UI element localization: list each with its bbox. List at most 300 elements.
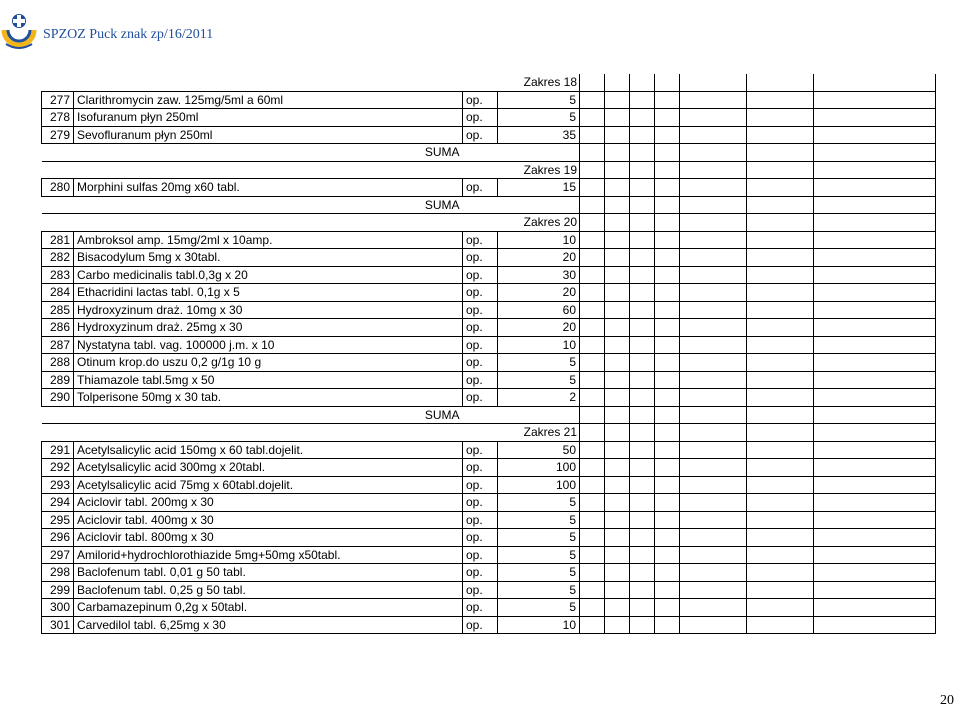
empty-cell xyxy=(605,424,630,442)
empty-cell xyxy=(630,389,655,407)
item-quantity: 60 xyxy=(498,301,580,319)
header-blank xyxy=(74,74,463,91)
empty-cell xyxy=(747,161,814,179)
item-number: 294 xyxy=(42,494,74,512)
empty-cell xyxy=(655,406,680,424)
empty-cell xyxy=(814,301,936,319)
empty-cell xyxy=(747,546,814,564)
order-table-body xyxy=(42,74,936,634)
suma-blank xyxy=(498,144,580,162)
empty-cell xyxy=(605,249,630,267)
empty-cell xyxy=(580,161,605,179)
empty-cell xyxy=(655,529,680,547)
table-row xyxy=(42,319,936,337)
empty-cell xyxy=(655,546,680,564)
empty-cell xyxy=(655,441,680,459)
empty-cell xyxy=(814,616,936,634)
header-blank xyxy=(74,214,463,232)
empty-cell xyxy=(814,179,936,197)
item-unit: op. xyxy=(463,91,498,109)
item-name: Baclofenum tabl. 0,25 g 50 tabl. xyxy=(74,581,463,599)
item-quantity: 35 xyxy=(498,126,580,144)
item-number: 291 xyxy=(42,441,74,459)
empty-cell xyxy=(814,91,936,109)
empty-cell xyxy=(630,161,655,179)
empty-cell xyxy=(680,109,747,127)
item-name: Bisacodylum 5mg x 30tabl. xyxy=(74,249,463,267)
item-unit: op. xyxy=(463,389,498,407)
empty-cell xyxy=(680,616,747,634)
item-number: 296 xyxy=(42,529,74,547)
item-number: 295 xyxy=(42,511,74,529)
item-number: 284 xyxy=(42,284,74,302)
empty-cell xyxy=(580,494,605,512)
empty-cell xyxy=(655,284,680,302)
empty-cell xyxy=(814,564,936,582)
empty-cell xyxy=(814,529,936,547)
empty-cell xyxy=(655,581,680,599)
item-quantity: 5 xyxy=(498,511,580,529)
empty-cell xyxy=(680,424,747,442)
empty-cell xyxy=(655,74,680,91)
empty-cell xyxy=(814,266,936,284)
table-row xyxy=(42,126,936,144)
item-name: Ethacridini lactas tabl. 0,1g x 5 xyxy=(74,284,463,302)
item-number: 290 xyxy=(42,389,74,407)
empty-cell xyxy=(605,599,630,617)
item-name: Clarithromycin zaw. 125mg/5ml a 60ml xyxy=(74,91,463,109)
item-number: 293 xyxy=(42,476,74,494)
empty-cell xyxy=(655,511,680,529)
empty-cell xyxy=(814,494,936,512)
empty-cell xyxy=(814,249,936,267)
item-number: 298 xyxy=(42,564,74,582)
header-blank xyxy=(74,161,463,179)
empty-cell xyxy=(814,109,936,127)
empty-cell xyxy=(605,354,630,372)
empty-cell xyxy=(630,336,655,354)
empty-cell xyxy=(580,109,605,127)
item-number: 286 xyxy=(42,319,74,337)
item-quantity: 5 xyxy=(498,109,580,127)
order-table-container xyxy=(41,74,935,634)
empty-cell xyxy=(814,214,936,232)
empty-cell xyxy=(655,196,680,214)
empty-cell xyxy=(655,424,680,442)
empty-cell xyxy=(680,284,747,302)
item-quantity: 20 xyxy=(498,284,580,302)
item-quantity: 15 xyxy=(498,179,580,197)
item-number: 280 xyxy=(42,179,74,197)
item-quantity: 5 xyxy=(498,354,580,372)
suma-label: SUMA xyxy=(74,144,463,162)
empty-cell xyxy=(747,441,814,459)
table-row xyxy=(42,231,936,249)
item-unit: op. xyxy=(463,616,498,634)
empty-cell xyxy=(655,616,680,634)
empty-cell xyxy=(630,74,655,91)
empty-cell xyxy=(680,581,747,599)
empty-cell xyxy=(655,301,680,319)
empty-cell xyxy=(655,214,680,232)
empty-cell xyxy=(630,319,655,337)
empty-cell xyxy=(630,214,655,232)
item-quantity: 5 xyxy=(498,581,580,599)
suma-row xyxy=(42,406,936,424)
empty-cell xyxy=(680,389,747,407)
item-number: 287 xyxy=(42,336,74,354)
table-row xyxy=(42,476,936,494)
zakres-title: Zakres 21 xyxy=(523,425,578,440)
suma-blank xyxy=(42,144,74,162)
item-unit: op. xyxy=(463,581,498,599)
empty-cell xyxy=(580,546,605,564)
suma-blank xyxy=(42,406,74,424)
empty-cell xyxy=(747,564,814,582)
item-quantity: 5 xyxy=(498,599,580,617)
table-row xyxy=(42,599,936,617)
item-quantity: 10 xyxy=(498,336,580,354)
item-number: 297 xyxy=(42,546,74,564)
item-quantity: 50 xyxy=(498,441,580,459)
empty-cell xyxy=(680,459,747,477)
empty-cell xyxy=(814,284,936,302)
empty-cell xyxy=(580,389,605,407)
empty-cell xyxy=(580,249,605,267)
empty-cell xyxy=(630,91,655,109)
item-name: Thiamazole tabl.5mg x 50 xyxy=(74,371,463,389)
header-blank xyxy=(42,161,74,179)
table-row xyxy=(42,494,936,512)
item-unit: op. xyxy=(463,354,498,372)
item-unit: op. xyxy=(463,441,498,459)
table-row xyxy=(42,91,936,109)
item-unit: op. xyxy=(463,249,498,267)
empty-cell xyxy=(630,249,655,267)
empty-cell xyxy=(605,441,630,459)
table-row xyxy=(42,581,936,599)
empty-cell xyxy=(630,494,655,512)
item-unit: op. xyxy=(463,511,498,529)
suma-row xyxy=(42,144,936,162)
empty-cell xyxy=(680,179,747,197)
empty-cell xyxy=(580,581,605,599)
empty-cell xyxy=(605,546,630,564)
empty-cell xyxy=(747,476,814,494)
empty-cell xyxy=(814,546,936,564)
empty-cell xyxy=(814,476,936,494)
empty-cell xyxy=(630,459,655,477)
empty-cell xyxy=(605,301,630,319)
empty-cell xyxy=(580,406,605,424)
empty-cell xyxy=(680,511,747,529)
zakres-header-row xyxy=(42,74,936,91)
empty-cell xyxy=(680,161,747,179)
empty-cell xyxy=(680,319,747,337)
item-number: 281 xyxy=(42,231,74,249)
empty-cell xyxy=(630,266,655,284)
empty-cell xyxy=(747,599,814,617)
empty-cell xyxy=(605,494,630,512)
empty-cell xyxy=(630,564,655,582)
empty-cell xyxy=(655,91,680,109)
empty-cell xyxy=(605,511,630,529)
item-quantity: 5 xyxy=(498,564,580,582)
item-number: 285 xyxy=(42,301,74,319)
suma-label: SUMA xyxy=(74,196,463,214)
empty-cell xyxy=(580,179,605,197)
header-blank xyxy=(42,214,74,232)
suma-blank xyxy=(498,196,580,214)
empty-cell xyxy=(605,91,630,109)
item-quantity: 100 xyxy=(498,459,580,477)
item-name: Aciclovir tabl. 200mg x 30 xyxy=(74,494,463,512)
empty-cell xyxy=(605,616,630,634)
empty-cell xyxy=(747,336,814,354)
empty-cell xyxy=(747,231,814,249)
empty-cell xyxy=(655,231,680,249)
empty-cell xyxy=(655,599,680,617)
item-name: Acetylsalicylic acid 300mg x 20tabl. xyxy=(74,459,463,477)
empty-cell xyxy=(580,354,605,372)
item-number: 279 xyxy=(42,126,74,144)
empty-cell xyxy=(580,476,605,494)
empty-cell xyxy=(580,126,605,144)
item-name: Acetylsalicylic acid 75mg x 60tabl.dojelit. xyxy=(74,476,463,494)
item-name: Otinum krop.do uszu 0,2 g/1g 10 g xyxy=(74,354,463,372)
empty-cell xyxy=(814,511,936,529)
suma-label: SUMA xyxy=(74,406,463,424)
zakres-title: Zakres 19 xyxy=(523,162,578,177)
item-quantity: 5 xyxy=(498,91,580,109)
empty-cell xyxy=(814,74,936,91)
table-row xyxy=(42,564,936,582)
empty-cell xyxy=(814,126,936,144)
empty-cell xyxy=(814,371,936,389)
item-unit: op. xyxy=(463,529,498,547)
empty-cell xyxy=(580,144,605,162)
empty-cell xyxy=(680,126,747,144)
empty-cell xyxy=(747,266,814,284)
empty-cell xyxy=(747,459,814,477)
item-unit: op. xyxy=(463,231,498,249)
empty-cell xyxy=(605,476,630,494)
empty-cell xyxy=(680,371,747,389)
empty-cell xyxy=(630,406,655,424)
empty-cell xyxy=(814,231,936,249)
empty-cell xyxy=(680,441,747,459)
suma-blank xyxy=(42,196,74,214)
empty-cell xyxy=(655,389,680,407)
item-unit: op. xyxy=(463,126,498,144)
empty-cell xyxy=(814,581,936,599)
suma-blank xyxy=(463,406,498,424)
empty-cell xyxy=(680,494,747,512)
empty-cell xyxy=(747,74,814,91)
table-row xyxy=(42,459,936,477)
empty-cell xyxy=(655,179,680,197)
empty-cell xyxy=(630,126,655,144)
suma-blank xyxy=(463,196,498,214)
empty-cell xyxy=(747,91,814,109)
empty-cell xyxy=(747,494,814,512)
zakres-title: Zakres 18 xyxy=(523,75,578,90)
zakres-header-row xyxy=(42,424,936,442)
empty-cell xyxy=(814,161,936,179)
empty-cell xyxy=(680,599,747,617)
table-row xyxy=(42,249,936,267)
table-row xyxy=(42,441,936,459)
empty-cell xyxy=(747,319,814,337)
empty-cell xyxy=(580,424,605,442)
item-unit: op. xyxy=(463,599,498,617)
empty-cell xyxy=(747,179,814,197)
empty-cell xyxy=(655,354,680,372)
item-name: Amilorid+hydrochlorothiazide 5mg+50mg x50tabl. xyxy=(74,546,463,564)
empty-cell xyxy=(655,564,680,582)
page-number: 20 xyxy=(940,693,954,708)
empty-cell xyxy=(680,144,747,162)
suma-blank xyxy=(498,406,580,424)
empty-cell xyxy=(580,529,605,547)
empty-cell xyxy=(680,564,747,582)
item-name: Aciclovir tabl. 800mg x 30 xyxy=(74,529,463,547)
table-row xyxy=(42,616,936,634)
empty-cell xyxy=(605,371,630,389)
table-row xyxy=(42,371,936,389)
empty-cell xyxy=(580,284,605,302)
item-quantity: 30 xyxy=(498,266,580,284)
table-row xyxy=(42,546,936,564)
empty-cell xyxy=(605,109,630,127)
item-number: 299 xyxy=(42,581,74,599)
item-number: 301 xyxy=(42,616,74,634)
item-quantity: 20 xyxy=(498,319,580,337)
table-row xyxy=(42,354,936,372)
empty-cell xyxy=(605,231,630,249)
empty-cell xyxy=(680,301,747,319)
empty-cell xyxy=(747,424,814,442)
empty-cell xyxy=(814,459,936,477)
item-quantity: 5 xyxy=(498,494,580,512)
empty-cell xyxy=(580,336,605,354)
empty-cell xyxy=(680,354,747,372)
table-row xyxy=(42,109,936,127)
empty-cell xyxy=(747,249,814,267)
empty-cell xyxy=(655,109,680,127)
empty-cell xyxy=(747,371,814,389)
empty-cell xyxy=(655,161,680,179)
item-number: 300 xyxy=(42,599,74,617)
empty-cell xyxy=(630,546,655,564)
empty-cell xyxy=(655,371,680,389)
item-name: Carbamazepinum 0,2g x 50tabl. xyxy=(74,599,463,617)
empty-cell xyxy=(605,284,630,302)
item-number: 288 xyxy=(42,354,74,372)
empty-cell xyxy=(580,266,605,284)
item-name: Acetylsalicylic acid 150mg x 60 tabl.dojelit. xyxy=(74,441,463,459)
item-name: Carvedilol tabl. 6,25mg x 30 xyxy=(74,616,463,634)
item-name: Sevofluranum płyn 250ml xyxy=(74,126,463,144)
item-quantity: 100 xyxy=(498,476,580,494)
table-row xyxy=(42,284,936,302)
empty-cell xyxy=(630,231,655,249)
empty-cell xyxy=(680,476,747,494)
item-name: Hydroxyzinum draż. 25mg x 30 xyxy=(74,319,463,337)
empty-cell xyxy=(630,284,655,302)
empty-cell xyxy=(680,214,747,232)
item-unit: op. xyxy=(463,266,498,284)
item-name: Morphini sulfas 20mg x60 tabl. xyxy=(74,179,463,197)
empty-cell xyxy=(655,126,680,144)
zakres-header-row xyxy=(42,214,936,232)
empty-cell xyxy=(680,546,747,564)
empty-cell xyxy=(655,319,680,337)
empty-cell xyxy=(605,266,630,284)
table-row xyxy=(42,266,936,284)
empty-cell xyxy=(580,511,605,529)
empty-cell xyxy=(605,319,630,337)
item-number: 278 xyxy=(42,109,74,127)
table-row xyxy=(42,511,936,529)
empty-cell xyxy=(605,389,630,407)
item-quantity: 2 xyxy=(498,389,580,407)
item-unit: op. xyxy=(463,109,498,127)
item-name: Aciclovir tabl. 400mg x 30 xyxy=(74,511,463,529)
empty-cell xyxy=(655,494,680,512)
suma-row xyxy=(42,196,936,214)
empty-cell xyxy=(747,214,814,232)
empty-cell xyxy=(580,231,605,249)
document-title: SPZOZ Puck znak zp/16/2011 xyxy=(43,27,214,42)
empty-cell xyxy=(630,581,655,599)
empty-cell xyxy=(605,126,630,144)
empty-cell xyxy=(814,389,936,407)
empty-cell xyxy=(680,196,747,214)
empty-cell xyxy=(605,581,630,599)
empty-cell xyxy=(680,249,747,267)
empty-cell xyxy=(605,406,630,424)
item-name: Nystatyna tabl. vag. 100000 j.m. x 10 xyxy=(74,336,463,354)
item-quantity: 5 xyxy=(498,371,580,389)
suma-blank xyxy=(463,144,498,162)
empty-cell xyxy=(814,319,936,337)
empty-cell xyxy=(747,144,814,162)
item-quantity: 5 xyxy=(498,529,580,547)
item-unit: op. xyxy=(463,319,498,337)
empty-cell xyxy=(747,511,814,529)
empty-cell xyxy=(580,616,605,634)
empty-cell xyxy=(747,126,814,144)
empty-cell xyxy=(630,424,655,442)
empty-cell xyxy=(630,511,655,529)
empty-cell xyxy=(814,144,936,162)
empty-cell xyxy=(747,581,814,599)
empty-cell xyxy=(605,459,630,477)
empty-cell xyxy=(605,144,630,162)
empty-cell xyxy=(605,179,630,197)
empty-cell xyxy=(630,354,655,372)
empty-cell xyxy=(580,196,605,214)
empty-cell xyxy=(630,599,655,617)
item-unit: op. xyxy=(463,459,498,477)
item-quantity: 20 xyxy=(498,249,580,267)
item-unit: op. xyxy=(463,336,498,354)
empty-cell xyxy=(680,529,747,547)
empty-cell xyxy=(630,371,655,389)
item-name: Carbo medicinalis tabl.0,3g x 20 xyxy=(74,266,463,284)
empty-cell xyxy=(747,284,814,302)
